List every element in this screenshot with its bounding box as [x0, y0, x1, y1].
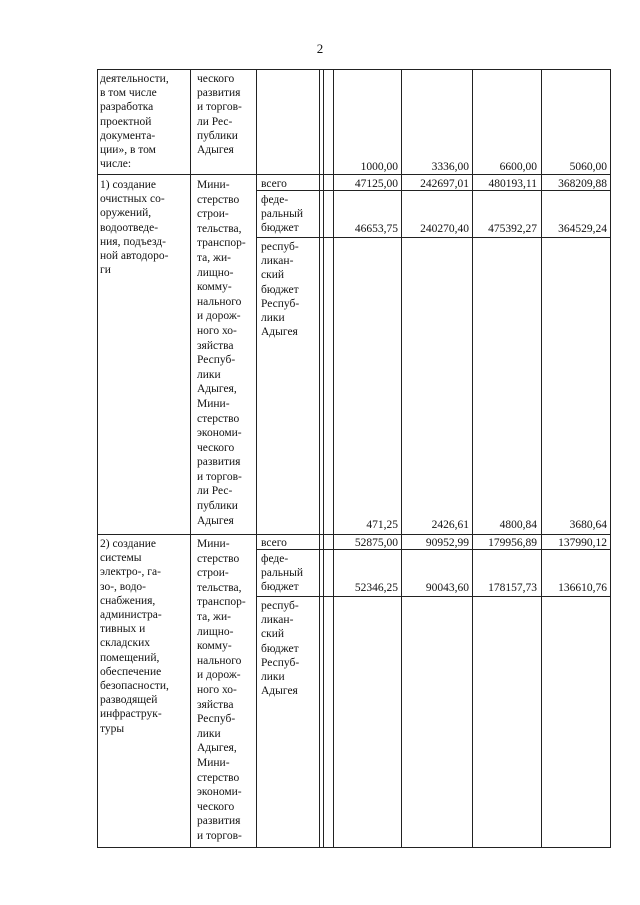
text-line: деятельности, [100, 73, 169, 85]
row2-total-value: 90952,99 [425, 537, 469, 549]
text-line: Респуб- [197, 713, 236, 726]
text-line: бюджет [261, 222, 299, 235]
text-line: публики [197, 500, 238, 513]
text-line: Мини- [197, 538, 230, 550]
row2-federal-value: 136610,76 [558, 582, 607, 594]
text-line: Мини- [197, 179, 230, 191]
text-line: ной автодоро- [100, 250, 169, 263]
text-line: водоотведе- [100, 221, 159, 234]
row1-executor [197, 178, 252, 528]
text-line: зяйства [197, 698, 234, 711]
text-line: администра- [100, 609, 162, 622]
text-line: проектной [100, 115, 152, 128]
text-line: безопасности, [100, 680, 169, 693]
text-line: строи- [197, 208, 229, 221]
row0-executor [197, 72, 252, 157]
text-line: феде- [261, 553, 289, 565]
row1-source-total: всего [261, 178, 287, 190]
text-line: тивных и [100, 623, 146, 636]
text-line: экономи- [197, 427, 242, 440]
text-line: очистных со- [100, 193, 165, 206]
text-line: и дорож- [197, 310, 241, 323]
row1-federal-value: 364529,24 [558, 223, 607, 235]
text-line: Адыгея [197, 144, 234, 157]
row2-total-value: 52875,00 [354, 537, 398, 549]
text-line: зо-, водо- [100, 580, 147, 593]
table-border-left [97, 69, 98, 847]
text-line: строи- [197, 567, 229, 580]
text-line: лики [261, 671, 285, 684]
row1-federal-value: 475392,27 [488, 223, 537, 235]
text-line: нального [197, 654, 242, 667]
text-line: ги [100, 264, 111, 277]
row1-republic-value: 471,25 [366, 519, 398, 531]
text-line: комму- [197, 640, 232, 653]
table-border-right [610, 69, 611, 847]
table-divider-col6 [401, 69, 402, 847]
text-line: тельства, [197, 222, 242, 235]
row0-value: 1000,00 [360, 161, 398, 173]
row0-activity [100, 72, 183, 171]
text-line: ральный [261, 208, 303, 221]
row1-total-value: 368209,88 [558, 178, 607, 190]
text-line: складских [100, 637, 150, 650]
text-line: транспор- [197, 596, 246, 609]
text-line: Респуб- [261, 656, 300, 669]
text-line: разводящей [100, 694, 158, 707]
row-separator [97, 534, 611, 535]
text-line: обеспечение [100, 665, 162, 678]
row1-source-republic [261, 240, 315, 339]
text-line: лики [261, 312, 285, 325]
text-line: ческого [197, 73, 235, 85]
text-line: публики [197, 129, 238, 142]
text-line: ли Рес- [197, 115, 233, 128]
text-line: 1) создание [100, 179, 157, 191]
text-line: оружений, [100, 207, 152, 220]
text-line: ного хо- [197, 324, 237, 337]
text-line: и дорож- [197, 669, 241, 682]
table-divider-col8 [541, 69, 542, 847]
row-separator [256, 596, 611, 597]
text-line: ральный [261, 567, 303, 580]
text-line: Адыгея [261, 685, 298, 698]
text-line: разработка [100, 101, 154, 114]
text-line: развития [197, 87, 241, 100]
row2-source-federal [261, 552, 315, 595]
text-line: ного хо- [197, 683, 237, 696]
text-line: бюджет [261, 283, 299, 296]
text-line: ский [261, 628, 284, 641]
text-line: электро-, га- [100, 566, 161, 579]
row1-federal-value: 240270,40 [420, 223, 469, 235]
text-line: 2) создание [100, 538, 157, 550]
text-line: стерство [197, 552, 240, 565]
row2-source-total: всего [261, 537, 287, 549]
text-line: лики [197, 727, 221, 740]
row0-value: 5060,00 [569, 161, 607, 173]
text-line: Адыгея [261, 326, 298, 339]
text-line: инфраструк- [100, 708, 162, 721]
text-line: бюджет [261, 581, 299, 594]
row1-republic-value: 2426,61 [431, 519, 469, 531]
row2-activity [100, 537, 183, 736]
text-line: ликан- [261, 614, 294, 627]
text-line: транспор- [197, 237, 246, 250]
row2-federal-value: 178157,73 [488, 582, 537, 594]
row2-federal-value: 90043,60 [425, 582, 469, 594]
text-line: Респуб- [261, 297, 300, 310]
text-line: ческого [197, 800, 235, 813]
row1-total-value: 480193,11 [488, 178, 537, 190]
text-line: числе: [100, 158, 132, 171]
text-line: туры [100, 722, 125, 735]
text-line: та, жи- [197, 251, 231, 264]
text-line: ния, подъезд- [100, 235, 166, 248]
text-line: комму- [197, 281, 232, 294]
table-divider-col3 [319, 69, 320, 847]
text-line: Адыгея, [197, 742, 237, 755]
text-line: и торгов- [197, 829, 242, 842]
text-line: ли Рес- [197, 485, 233, 498]
row1-total-value: 242697,01 [420, 178, 469, 190]
table-border-top [97, 69, 611, 70]
text-line: ции», в том [100, 144, 156, 157]
table-divider-col7 [472, 69, 473, 847]
text-line: ский [261, 269, 284, 282]
text-line: системы [100, 552, 142, 565]
text-line: бюджет [261, 642, 299, 655]
table-divider-col2 [256, 69, 257, 847]
text-line: Респуб- [197, 354, 236, 367]
text-line: респуб- [261, 600, 299, 612]
table-divider-col5 [333, 69, 334, 847]
text-line: развития [197, 815, 241, 828]
text-line: и торгов- [197, 470, 242, 483]
text-line: тельства, [197, 581, 242, 594]
table-divider-col4 [323, 69, 324, 847]
text-line: нального [197, 295, 242, 308]
text-line: респуб- [261, 241, 299, 253]
text-line: ликан- [261, 255, 294, 268]
row2-total-value: 137990,12 [558, 537, 607, 549]
text-line: Адыгея [197, 514, 234, 527]
text-line: экономи- [197, 786, 242, 799]
text-line: помещений, [100, 651, 160, 664]
row1-source-federal [261, 193, 315, 236]
table-divider-col1 [190, 69, 191, 847]
text-line: лищно- [197, 266, 234, 279]
table-border-bottom [97, 847, 611, 848]
row2-executor [197, 537, 252, 843]
text-line: в том числе [100, 87, 157, 100]
text-line: ческого [197, 441, 235, 454]
row2-federal-value: 52346,25 [354, 582, 398, 594]
row0-value: 6600,00 [499, 161, 537, 173]
row1-total-value: 47125,00 [354, 178, 398, 190]
row0-value: 3336,00 [431, 161, 469, 173]
text-line: и торгов- [197, 101, 242, 114]
text-line: лищно- [197, 625, 234, 638]
row-separator [97, 174, 611, 175]
text-line: стерство [197, 193, 240, 206]
row-separator [256, 237, 611, 238]
row2-source-republic [261, 599, 315, 698]
row1-republic-value: 4800,84 [499, 519, 537, 531]
text-line: та, жи- [197, 610, 231, 623]
text-line: зяйства [197, 339, 234, 352]
row1-republic-value: 3680,64 [569, 519, 607, 531]
text-line: Адыгея, [197, 383, 237, 396]
text-line: лики [197, 368, 221, 381]
row1-activity [100, 178, 183, 277]
page-number: 2 [316, 41, 324, 56]
row2-total-value: 179956,89 [488, 537, 537, 549]
text-line: развития [197, 456, 241, 469]
text-line: стерство [197, 412, 240, 425]
text-line: документа- [100, 129, 156, 142]
text-line: Мини- [197, 756, 230, 769]
text-line: стерство [197, 771, 240, 784]
text-line: феде- [261, 194, 289, 206]
row1-federal-value: 46653,75 [354, 223, 398, 235]
text-line: Мини- [197, 397, 230, 410]
text-line: снабжения, [100, 594, 156, 607]
